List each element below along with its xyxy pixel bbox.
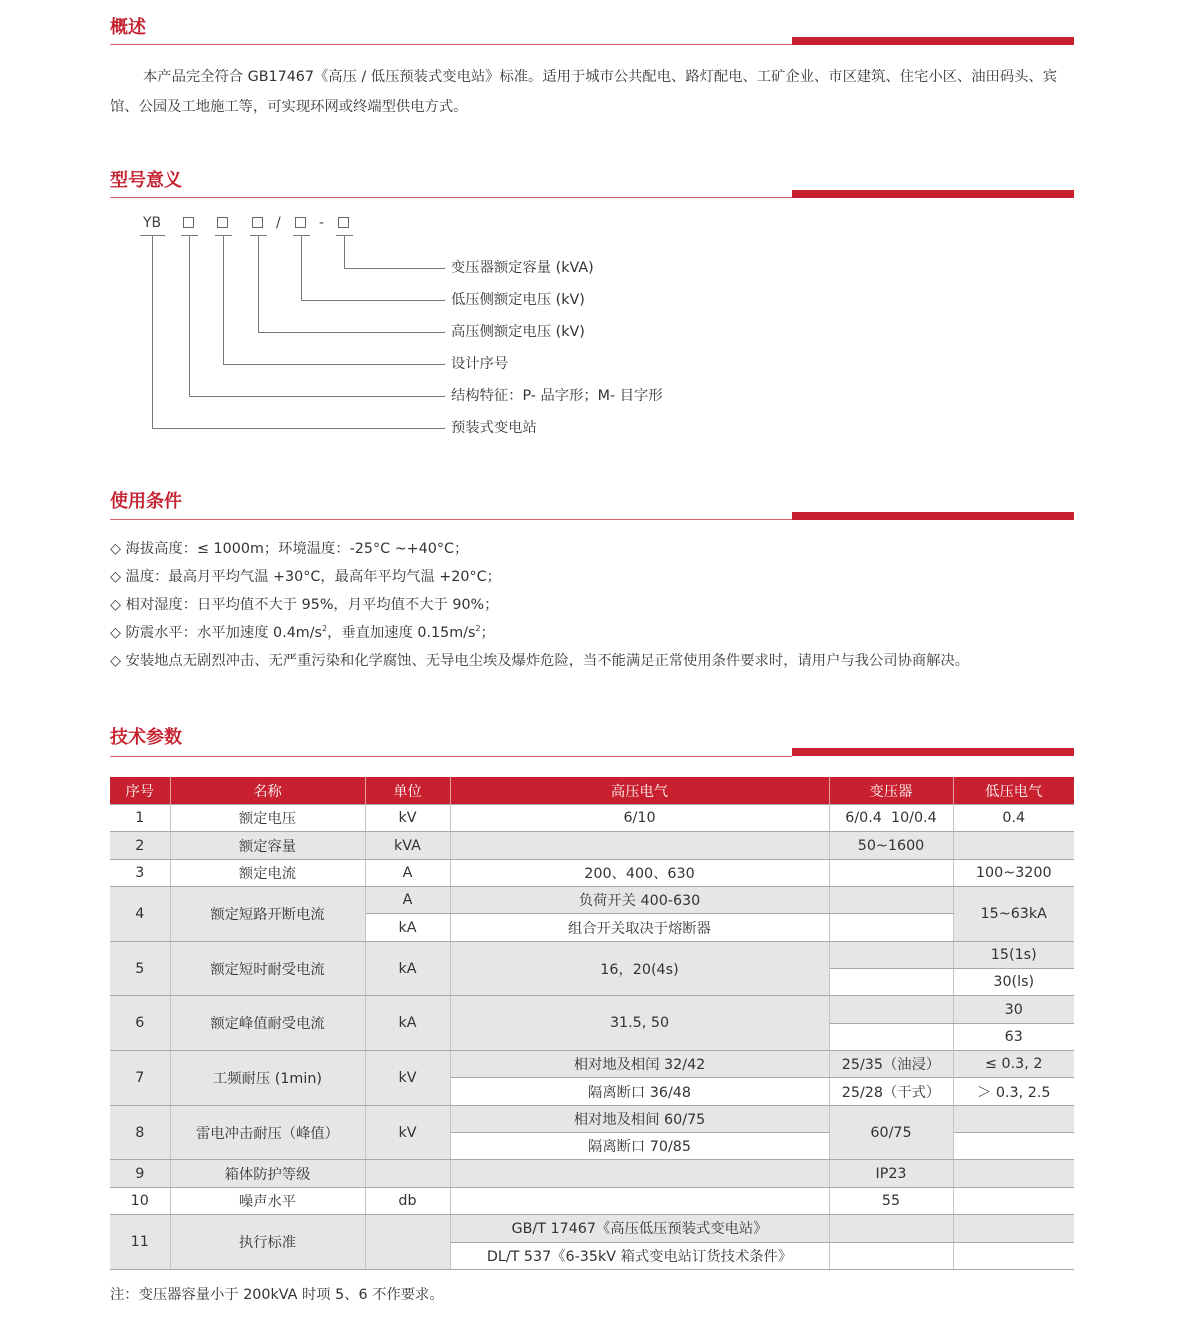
cell-transformer: [829, 859, 953, 886]
cell-hv: [450, 1160, 829, 1187]
cell-unit: kV: [365, 1051, 450, 1106]
condition-item: ◇ 海拔高度：≤ 1000m；环境温度：-25°C ~+40°C；: [110, 541, 469, 557]
table-row: [110, 1105, 1074, 1132]
cell-hv: 200、400、630: [450, 859, 829, 886]
cell-name: 额定短路开断电流: [170, 887, 365, 942]
section-divider: [110, 519, 792, 520]
cell-no: 4: [110, 887, 170, 942]
table-row: [110, 859, 1074, 886]
cell-transformer: [829, 1242, 953, 1269]
cell-lv: 30: [953, 996, 1074, 1023]
cell-name: 工频耐压 (1min): [170, 1051, 365, 1106]
cell-hv: 16，20(4s): [450, 941, 829, 996]
overview-paragraph: 本产品完全符合 GB17467《高压 / 低压预装式变电站》标准。适用于城市公共配电、路灯配电、工矿企业、市区建筑、住宅小区、油田码头、宾馆、公园及工地施工等，可实现环网或终端型供电方式。: [110, 69, 1058, 115]
connector-line: [258, 235, 259, 332]
section-accent-bar: [792, 748, 1074, 756]
cell-name: 执行标准: [170, 1215, 365, 1270]
cell-transformer: [829, 1215, 953, 1242]
cell-no: 3: [110, 859, 170, 886]
cell-lv: [953, 1160, 1074, 1187]
section-divider: [110, 756, 792, 757]
cell-no: 9: [110, 1160, 170, 1187]
cell-no: 10: [110, 1187, 170, 1214]
connector-line: [344, 235, 345, 268]
table-row: [110, 1187, 1074, 1214]
header-lv: 低压电气: [953, 777, 1074, 805]
section-title-model: 型号意义: [110, 170, 182, 191]
connector-line: [344, 268, 445, 269]
cell-lv: 15(1s): [953, 941, 1074, 968]
cell-name: 额定峰值耐受电流: [170, 996, 365, 1051]
connector-line: [189, 235, 190, 396]
cell-lv: 0.4: [953, 805, 1074, 832]
cell-unit: A: [365, 859, 450, 886]
cell-unit: kV: [365, 805, 450, 832]
cell-transformer: 60/75: [829, 1105, 953, 1160]
table-row: [110, 805, 1074, 832]
cell-name: 雷电冲击耐压（峰值）: [170, 1105, 365, 1160]
model-label-lv: 低压侧额定电压 (kV): [451, 292, 585, 308]
model-dash: -: [319, 215, 325, 231]
table-row: [110, 1051, 1074, 1078]
table-row: [110, 1160, 1074, 1187]
cell-unit: [365, 1215, 450, 1270]
cell-transformer: [829, 1023, 953, 1050]
cell-lv: [953, 832, 1074, 859]
connector-line: [301, 300, 445, 301]
diamond-bullet-icon: ◇: [110, 653, 121, 669]
cell-hv: [450, 832, 829, 859]
cell-hv: GB/T 17467《高压低压预装式变电站》: [450, 1215, 829, 1242]
section-title-specs: 技术参数: [110, 727, 182, 748]
cell-hv: 31.5, 50: [450, 996, 829, 1051]
cell-no: 6: [110, 996, 170, 1051]
section-accent-bar: [792, 37, 1074, 45]
cell-hv: DL/T 537《6-35kV 箱式变电站订货技术条件》: [450, 1242, 829, 1269]
cell-transformer: [829, 996, 953, 1023]
cell-unit: kVA: [365, 832, 450, 859]
cell-no: 7: [110, 1051, 170, 1106]
table-row: [110, 996, 1074, 1023]
cell-hv: 6/10: [450, 805, 829, 832]
cell-transformer: [829, 914, 953, 941]
cell-transformer: IP23: [829, 1160, 953, 1187]
cell-lv: ≤ 0.3, 2: [953, 1051, 1074, 1078]
cell-lv: 15~63kA: [953, 887, 1074, 942]
cell-hv: 相对地及相间 60/75: [450, 1105, 829, 1132]
header-hv: 高压电气: [450, 777, 829, 805]
connector-line: [152, 428, 445, 429]
cell-hv: [450, 1187, 829, 1214]
connector-line: [223, 235, 224, 364]
cell-transformer: [829, 969, 953, 996]
cell-transformer: [829, 887, 953, 914]
cell-transformer: [829, 941, 953, 968]
cell-lv: 30(ls): [953, 969, 1074, 996]
cell-unit: kV: [365, 1105, 450, 1160]
cell-no: 11: [110, 1215, 170, 1270]
cell-no: 5: [110, 941, 170, 996]
cell-transformer: 55: [829, 1187, 953, 1214]
model-prefix: YB: [143, 215, 162, 231]
cell-name: 额定容量: [170, 832, 365, 859]
cell-lv: ＞ 0.3, 2.5: [953, 1078, 1074, 1105]
header-transformer: 变压器: [829, 777, 953, 805]
diamond-bullet-icon: ◇: [110, 625, 121, 641]
header-name: 名称: [170, 777, 365, 805]
section-divider: [110, 197, 792, 198]
cell-hv: 负荷开关 400-630: [450, 887, 829, 914]
section-accent-bar: [792, 190, 1074, 198]
condition-item: ◇ 安装地点无剧烈冲击、无严重污染和化学腐蚀、无导电尘埃及爆炸危险，当不能满足正常使用条件要求时，请用户与我公司协商解决。: [110, 653, 970, 669]
cell-name: 噪声水平: [170, 1187, 365, 1214]
cell-transformer: 25/28（干式）: [829, 1078, 953, 1105]
cell-lv: [953, 1187, 1074, 1214]
connector-line: [301, 235, 302, 300]
diamond-bullet-icon: ◇: [110, 569, 121, 585]
section-title-overview: 概述: [110, 17, 146, 38]
cell-hv: 组合开关取决于熔断器: [450, 914, 829, 941]
placeholder-box-capacity: [338, 217, 349, 228]
model-label-type: 预装式变电站: [451, 420, 537, 436]
cell-unit: kA: [365, 996, 450, 1051]
cell-hv: 隔离断口 70/85: [450, 1133, 829, 1160]
cell-hv: 相对地及相闰 32/42: [450, 1051, 829, 1078]
placeholder-box-lv: [295, 217, 306, 228]
connector-line: [258, 332, 445, 333]
placeholder-box-hv: [252, 217, 263, 228]
cell-lv: 63: [953, 1023, 1074, 1050]
table-footnote: 注：变压器容量小于 200kVA 时项 5、6 不作要求。: [110, 1287, 444, 1303]
cell-lv: [953, 1133, 1074, 1160]
spec-table: [110, 777, 1074, 1270]
header-no: 序号: [110, 777, 170, 805]
condition-item: ◇ 相对湿度：日平均值不大于 95%，月平均值不大于 90%；: [110, 597, 499, 613]
placeholder-box-structure: [183, 217, 194, 228]
cell-lv: [953, 1242, 1074, 1269]
cell-unit: db: [365, 1187, 450, 1214]
cell-transformer: 6/0.4 10/0.4: [829, 805, 953, 832]
table-row: [110, 1215, 1074, 1242]
header-unit: 单位: [365, 777, 450, 805]
placeholder-box-design: [217, 217, 228, 228]
section-divider: [110, 44, 792, 45]
section-accent-bar: [792, 512, 1074, 520]
cell-no: 8: [110, 1105, 170, 1160]
cell-name: 额定电流: [170, 859, 365, 886]
connector-line: [189, 396, 445, 397]
cell-name: 额定电压: [170, 805, 365, 832]
table-row: [110, 832, 1074, 859]
cell-transformer: 25/35（油浸）: [829, 1051, 953, 1078]
cell-unit: [365, 1160, 450, 1187]
diamond-bullet-icon: ◇: [110, 597, 121, 613]
model-label-structure: 结构特征：P- 品字形；M- 目字形: [451, 388, 663, 404]
diamond-bullet-icon: ◇: [110, 541, 121, 557]
cell-name: 箱体防护等级: [170, 1160, 365, 1187]
table-row: [110, 941, 1074, 968]
cell-transformer: 50~1600: [829, 832, 953, 859]
connector-line: [152, 235, 153, 428]
cell-unit: A: [365, 887, 450, 914]
cell-name: 额定短时耐受电流: [170, 941, 365, 996]
connector-line: [223, 364, 445, 365]
cell-lv: [953, 1215, 1074, 1242]
model-label-hv: 高压侧额定电压 (kV): [451, 324, 585, 340]
cell-lv: 100~3200: [953, 859, 1074, 886]
cell-hv: 隔离断口 36/48: [450, 1078, 829, 1105]
table-row: [110, 887, 1074, 914]
cell-lv: [953, 1105, 1074, 1132]
model-slash: /: [276, 215, 281, 231]
model-label-design: 设计序号: [451, 356, 509, 372]
model-label-capacity: 变压器额定容量 (kVA): [451, 260, 594, 276]
table-header-row: [110, 777, 1074, 805]
cell-unit: kA: [365, 941, 450, 996]
condition-item: ◇ 温度：最高月平均气温 +30°C，最高年平均气温 +20°C；: [110, 569, 501, 585]
section-title-conditions: 使用条件: [110, 491, 182, 512]
cell-unit: kA: [365, 914, 450, 941]
cell-no: 2: [110, 832, 170, 859]
cell-no: 1: [110, 805, 170, 832]
condition-item: ◇ 防震水平：水平加速度 $0.4m/s^2$，垂直加速度 $0.15m/s^2$；: [110, 624, 495, 641]
